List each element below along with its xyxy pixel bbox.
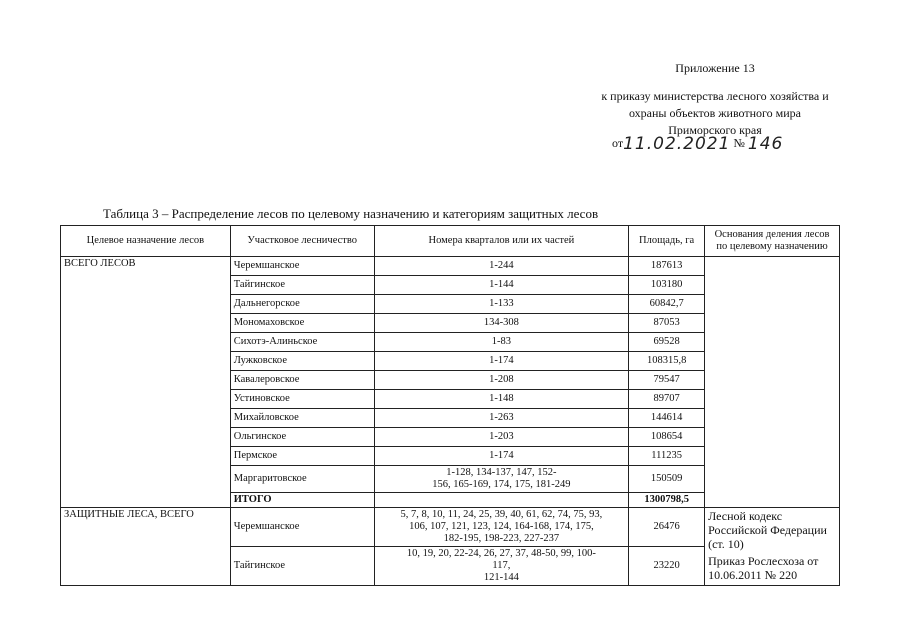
forest-distribution-table: [60, 225, 840, 586]
district-cell: Сихотэ-Алиньское: [230, 333, 374, 352]
column-header-quarters: Номера кварталов или их частей: [374, 226, 629, 257]
quarters-cell: 1-128, 134-137, 147, 152- 156, 165-169, 174, 175, 181-249: [374, 466, 629, 493]
column-header-area: Площадь, га: [629, 226, 705, 257]
quarters-cell: 134-308: [374, 314, 629, 333]
district-cell: Тайгинское: [230, 547, 374, 586]
table-caption: Таблица 3 – Распределение лесов по целевому назначению и категориям защитных лесов: [103, 206, 599, 221]
quarters-cell: 1-174: [374, 447, 629, 466]
quarters-cell: 1-148: [374, 390, 629, 409]
area-cell: 108315,8: [629, 352, 705, 371]
district-cell: Тайгинское: [230, 276, 374, 295]
district-cell: Кавалеровское: [230, 371, 374, 390]
area-cell: 26476: [629, 508, 705, 547]
area-cell: 150509: [629, 466, 705, 493]
district-cell: Ольгинское: [230, 428, 374, 447]
quarters-cell: 1-244: [374, 257, 629, 276]
order-prefix: от: [612, 136, 624, 150]
column-header-district: Участковое лесничество: [230, 226, 374, 257]
district-cell: Маргаритовское: [230, 466, 374, 493]
district-cell: Михайловское: [230, 409, 374, 428]
quarters-cell: 1-83: [374, 333, 629, 352]
quarters-cell: 1-144: [374, 276, 629, 295]
district-cell: Дальнегорское: [230, 295, 374, 314]
area-cell: 89707: [629, 390, 705, 409]
table-body: [61, 257, 840, 586]
table-header-row: [61, 226, 840, 257]
area-cell: 144614: [629, 409, 705, 428]
area-cell: 69528: [629, 333, 705, 352]
total-area: 1300798,5: [629, 493, 705, 508]
document-header: [540, 60, 890, 139]
district-cell: Пермское: [230, 447, 374, 466]
table-row: [61, 508, 840, 547]
basis-item: Лесной кодекс Российской Федерации (ст. 10): [708, 509, 827, 551]
total-quarters-empty: [374, 493, 629, 508]
district-cell: Устиновское: [230, 390, 374, 409]
district-cell: Черемшанское: [230, 508, 374, 547]
order-line-1: к приказу министерства лесного хозяйства и: [601, 89, 829, 103]
area-cell: 79547: [629, 371, 705, 390]
order-line-3: Приморского края: [668, 123, 762, 137]
column-header-basis: Основания деления лесов по целевому назначению: [705, 226, 840, 257]
area-cell: 60842,7: [629, 295, 705, 314]
total-label: ИТОГО: [230, 493, 374, 508]
appendix-number: Приложение 13: [675, 61, 755, 75]
table-row: [61, 257, 840, 276]
area-cell: 103180: [629, 276, 705, 295]
area-cell: 187613: [629, 257, 705, 276]
quarters-cell: 1-133: [374, 295, 629, 314]
district-cell: Черемшанское: [230, 257, 374, 276]
quarters-cell: 10, 19, 20, 22-24, 26, 27, 37, 48-50, 99, 100- 117, 121-144: [374, 547, 629, 586]
order-line-2: охраны объектов животного мира: [628, 106, 802, 120]
district-cell: Мономаховское: [230, 314, 374, 333]
handwritten-order-number: 146: [747, 134, 784, 154]
basis-cell: [705, 508, 840, 586]
order-date-line: [612, 132, 783, 152]
quarters-cell: 1-263: [374, 409, 629, 428]
quarters-cell: 1-208: [374, 371, 629, 390]
quarters-cell: 5, 7, 8, 10, 11, 24, 25, 39, 40, 61, 62, 74, 75, 93, 106, 107, 121, 123, 124, 164-168, 174, 175, 182-195, 198-223, 227-237: [374, 508, 629, 547]
basis-cell: [705, 257, 840, 508]
area-cell: 87053: [629, 314, 705, 333]
forest-purpose-cell: ВСЕГО ЛЕСОВ: [61, 257, 231, 508]
area-cell: 108654: [629, 428, 705, 447]
district-cell: Лужковское: [230, 352, 374, 371]
column-header-purpose: Целевое назначение лесов: [61, 226, 231, 257]
order-number-sign: №: [733, 136, 745, 150]
forest-purpose-cell: ЗАЩИТНЫЕ ЛЕСА, ВСЕГО: [61, 508, 231, 586]
area-cell: 23220: [629, 547, 705, 586]
quarters-cell: 1-174: [374, 352, 629, 371]
quarters-cell: 1-203: [374, 428, 629, 447]
basis-item: Приказ Рослесхоза от 10.06.2011 № 220: [708, 554, 819, 582]
area-cell: 111235: [629, 447, 705, 466]
handwritten-order-date: 11.02.2021: [623, 134, 731, 154]
